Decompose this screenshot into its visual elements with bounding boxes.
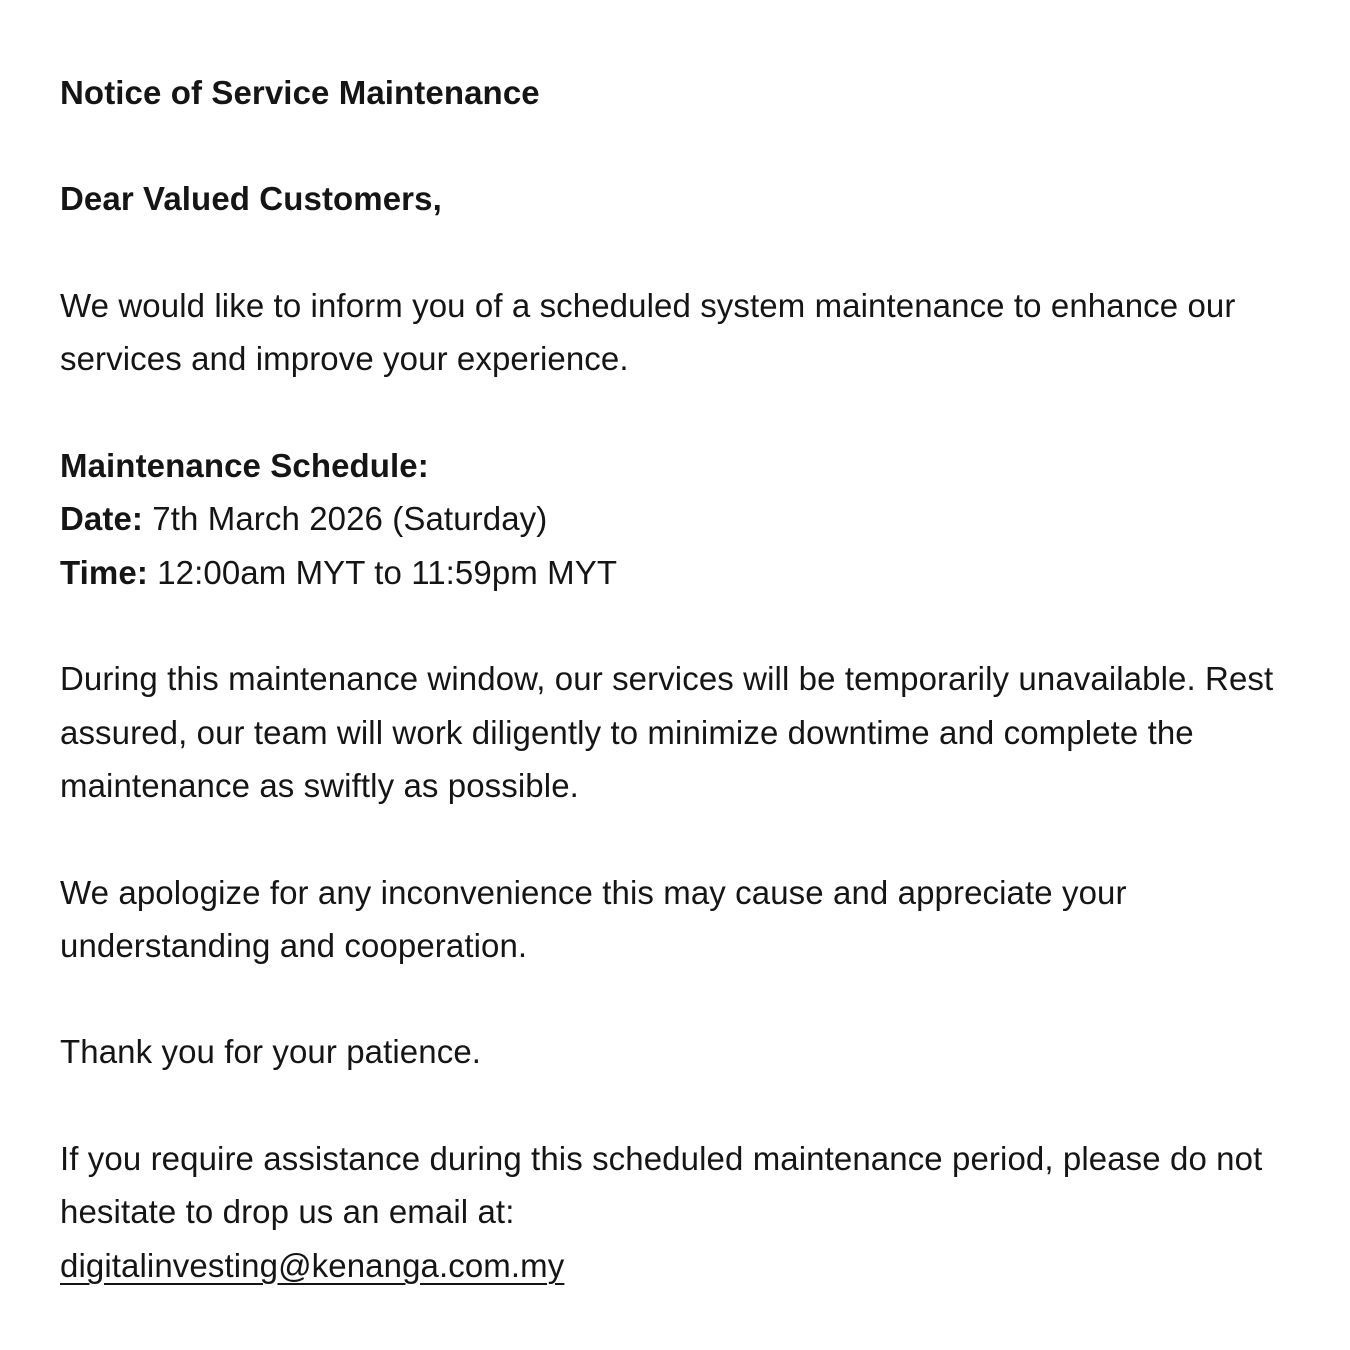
intro-paragraph: We would like to inform you of a scheduled system maintenance to enhance our services and improve your experience.	[60, 286, 1236, 378]
time-value: 12:00am MYT to 11:59pm MYT	[147, 553, 618, 591]
maintenance-window-paragraph: During this maintenance window, our services will be temporarily unavailable. Rest assured, our team will work diligently to minimize downtime and complete the maintenance as swiftly as possible.	[60, 660, 1274, 805]
notice-title: Notice of Service Maintenance	[60, 74, 540, 111]
date-label: Date:	[60, 500, 144, 538]
schedule-heading: Maintenance Schedule:	[60, 446, 429, 484]
schedule-date-line	[60, 492, 1292, 545]
assistance-section	[60, 1132, 1292, 1292]
salutation: Dear Valued Customers,	[60, 180, 442, 218]
assistance-paragraph: If you require assistance during this scheduled maintenance period, please do not hesitate to drop us an email at:	[60, 1139, 1263, 1231]
email-link[interactable]: digitalinvesting@kenanga.com.my	[60, 1246, 565, 1284]
schedule-section	[60, 439, 1292, 599]
date-value: 7th March 2026 (Saturday)	[143, 500, 548, 538]
apology-paragraph: We apologize for any inconvenience this may cause and appreciate your understanding and cooperation.	[60, 873, 1127, 964]
thanks-paragraph: Thank you for your patience.	[60, 1033, 482, 1071]
time-label: Time:	[60, 553, 148, 591]
schedule-time-line	[60, 546, 1292, 599]
